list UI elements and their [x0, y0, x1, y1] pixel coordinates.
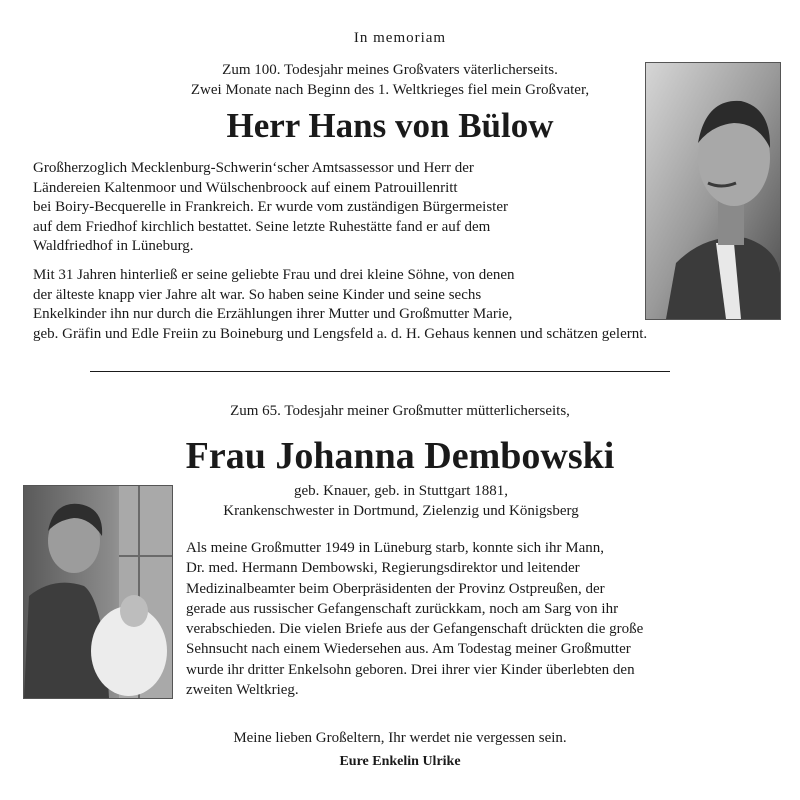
paragraph-line: Als meine Großmutter 1949 in Lüneburg starb, konnte sich ihr Mann,: [186, 540, 604, 556]
section1-intro-line: Zwei Monate nach Beginn des 1. Weltkrieges fiel mein Großvater,: [190, 82, 590, 98]
portrait-photo-hans: [645, 62, 781, 320]
paragraph-line: Sehnsucht nach einem Wiedersehen aus. Am Todestag meiner Großmutter: [186, 641, 631, 658]
paragraph-line: der älteste knapp vier Jahre alt war. So haben seine Kinder und seine sechs: [33, 286, 482, 303]
paragraph-line: gerade aus russischer Gefangenschaft zurückkam, noch am Sarg von ihr: [186, 600, 619, 617]
paragraph-line: verabschieden. Die vielen Briefe aus der Gefangenschaft drückten die große: [186, 621, 644, 638]
section1-name: Herr Hans von Bülow: [226, 106, 554, 145]
paragraph-line: Dr. med. Hermann Dembowski, Regierungsdirektor und leitender: [186, 560, 580, 577]
section2-birth-info: [171, 481, 631, 521]
paragraph-line: wurde ihr dritter Enkelsohn geboren. Drei ihrer vier Kinder überlebten den: [186, 661, 635, 678]
section2-intro: Zum 65. Todesjahr meiner Großmutter mütterlicherseits,: [230, 403, 570, 419]
portrait-photo-johanna: [23, 485, 173, 699]
section-divider: [90, 371, 670, 372]
paragraph-line: Waldfriedhof in Lüneburg.: [33, 238, 194, 254]
section2-paragraph: [186, 538, 643, 700]
paragraph-line: geb. Gräfin und Edle Freiin zu Boineburg und Lengsfeld a. d. H. Gehaus kennen und schätzen gelernt.: [33, 325, 648, 342]
paragraph-line: auf dem Friedhof kirchlich bestattet. Seine letzte Ruhestätte fand er auf dem: [33, 218, 491, 235]
paragraph-line: bei Boiry-Becquerelle in Frankreich. Er wurde vom zuständigen Bürgermeister: [33, 199, 508, 215]
section1-paragraph1: [33, 159, 508, 257]
birth-line: geb. Knauer, geb. in Stuttgart 1881,: [294, 483, 508, 499]
section2-name: Frau Johanna Dembowski: [185, 435, 615, 477]
closing-line: Meine lieben Großeltern, Ihr werdet nie vergessen sein.: [233, 730, 567, 746]
birth-line: Krankenschwester in Dortmund, Zielenzig und Königsberg: [223, 503, 579, 519]
paragraph-line: Großherzoglich Mecklenburg-Schwerin‘scher Amtsassessor und Herr der: [33, 160, 474, 176]
section1-paragraph2: [33, 266, 647, 344]
portrait-johanna-illustration: [24, 486, 172, 698]
paragraph-line: Medizinalbeamter beim Oberpräsidenten der Provinz Ostpreußen, der: [186, 580, 605, 597]
paragraph-line: Mit 31 Jahren hinterließ er seine geliebte Frau und drei kleine Söhne, von denen: [33, 267, 515, 283]
portrait-hans-illustration: [646, 63, 780, 319]
section1-intro: [150, 60, 630, 100]
page-header: In memoriam: [353, 30, 447, 46]
paragraph-line: Ländereien Kaltenmoor und Wülschenbroock auf einem Patrouillenritt: [33, 179, 458, 196]
paragraph-line: zweiten Weltkrieg.: [186, 682, 299, 699]
paragraph-line: Enkelkinder ihn nur durch die Erzählungen ihrer Mutter und Großmutter Marie,: [33, 306, 513, 322]
section1-intro-line: Zum 100. Todesjahr meines Großvaters väterlicherseits.: [222, 62, 558, 78]
signature: Eure Enkelin Ulrike: [339, 754, 461, 769]
